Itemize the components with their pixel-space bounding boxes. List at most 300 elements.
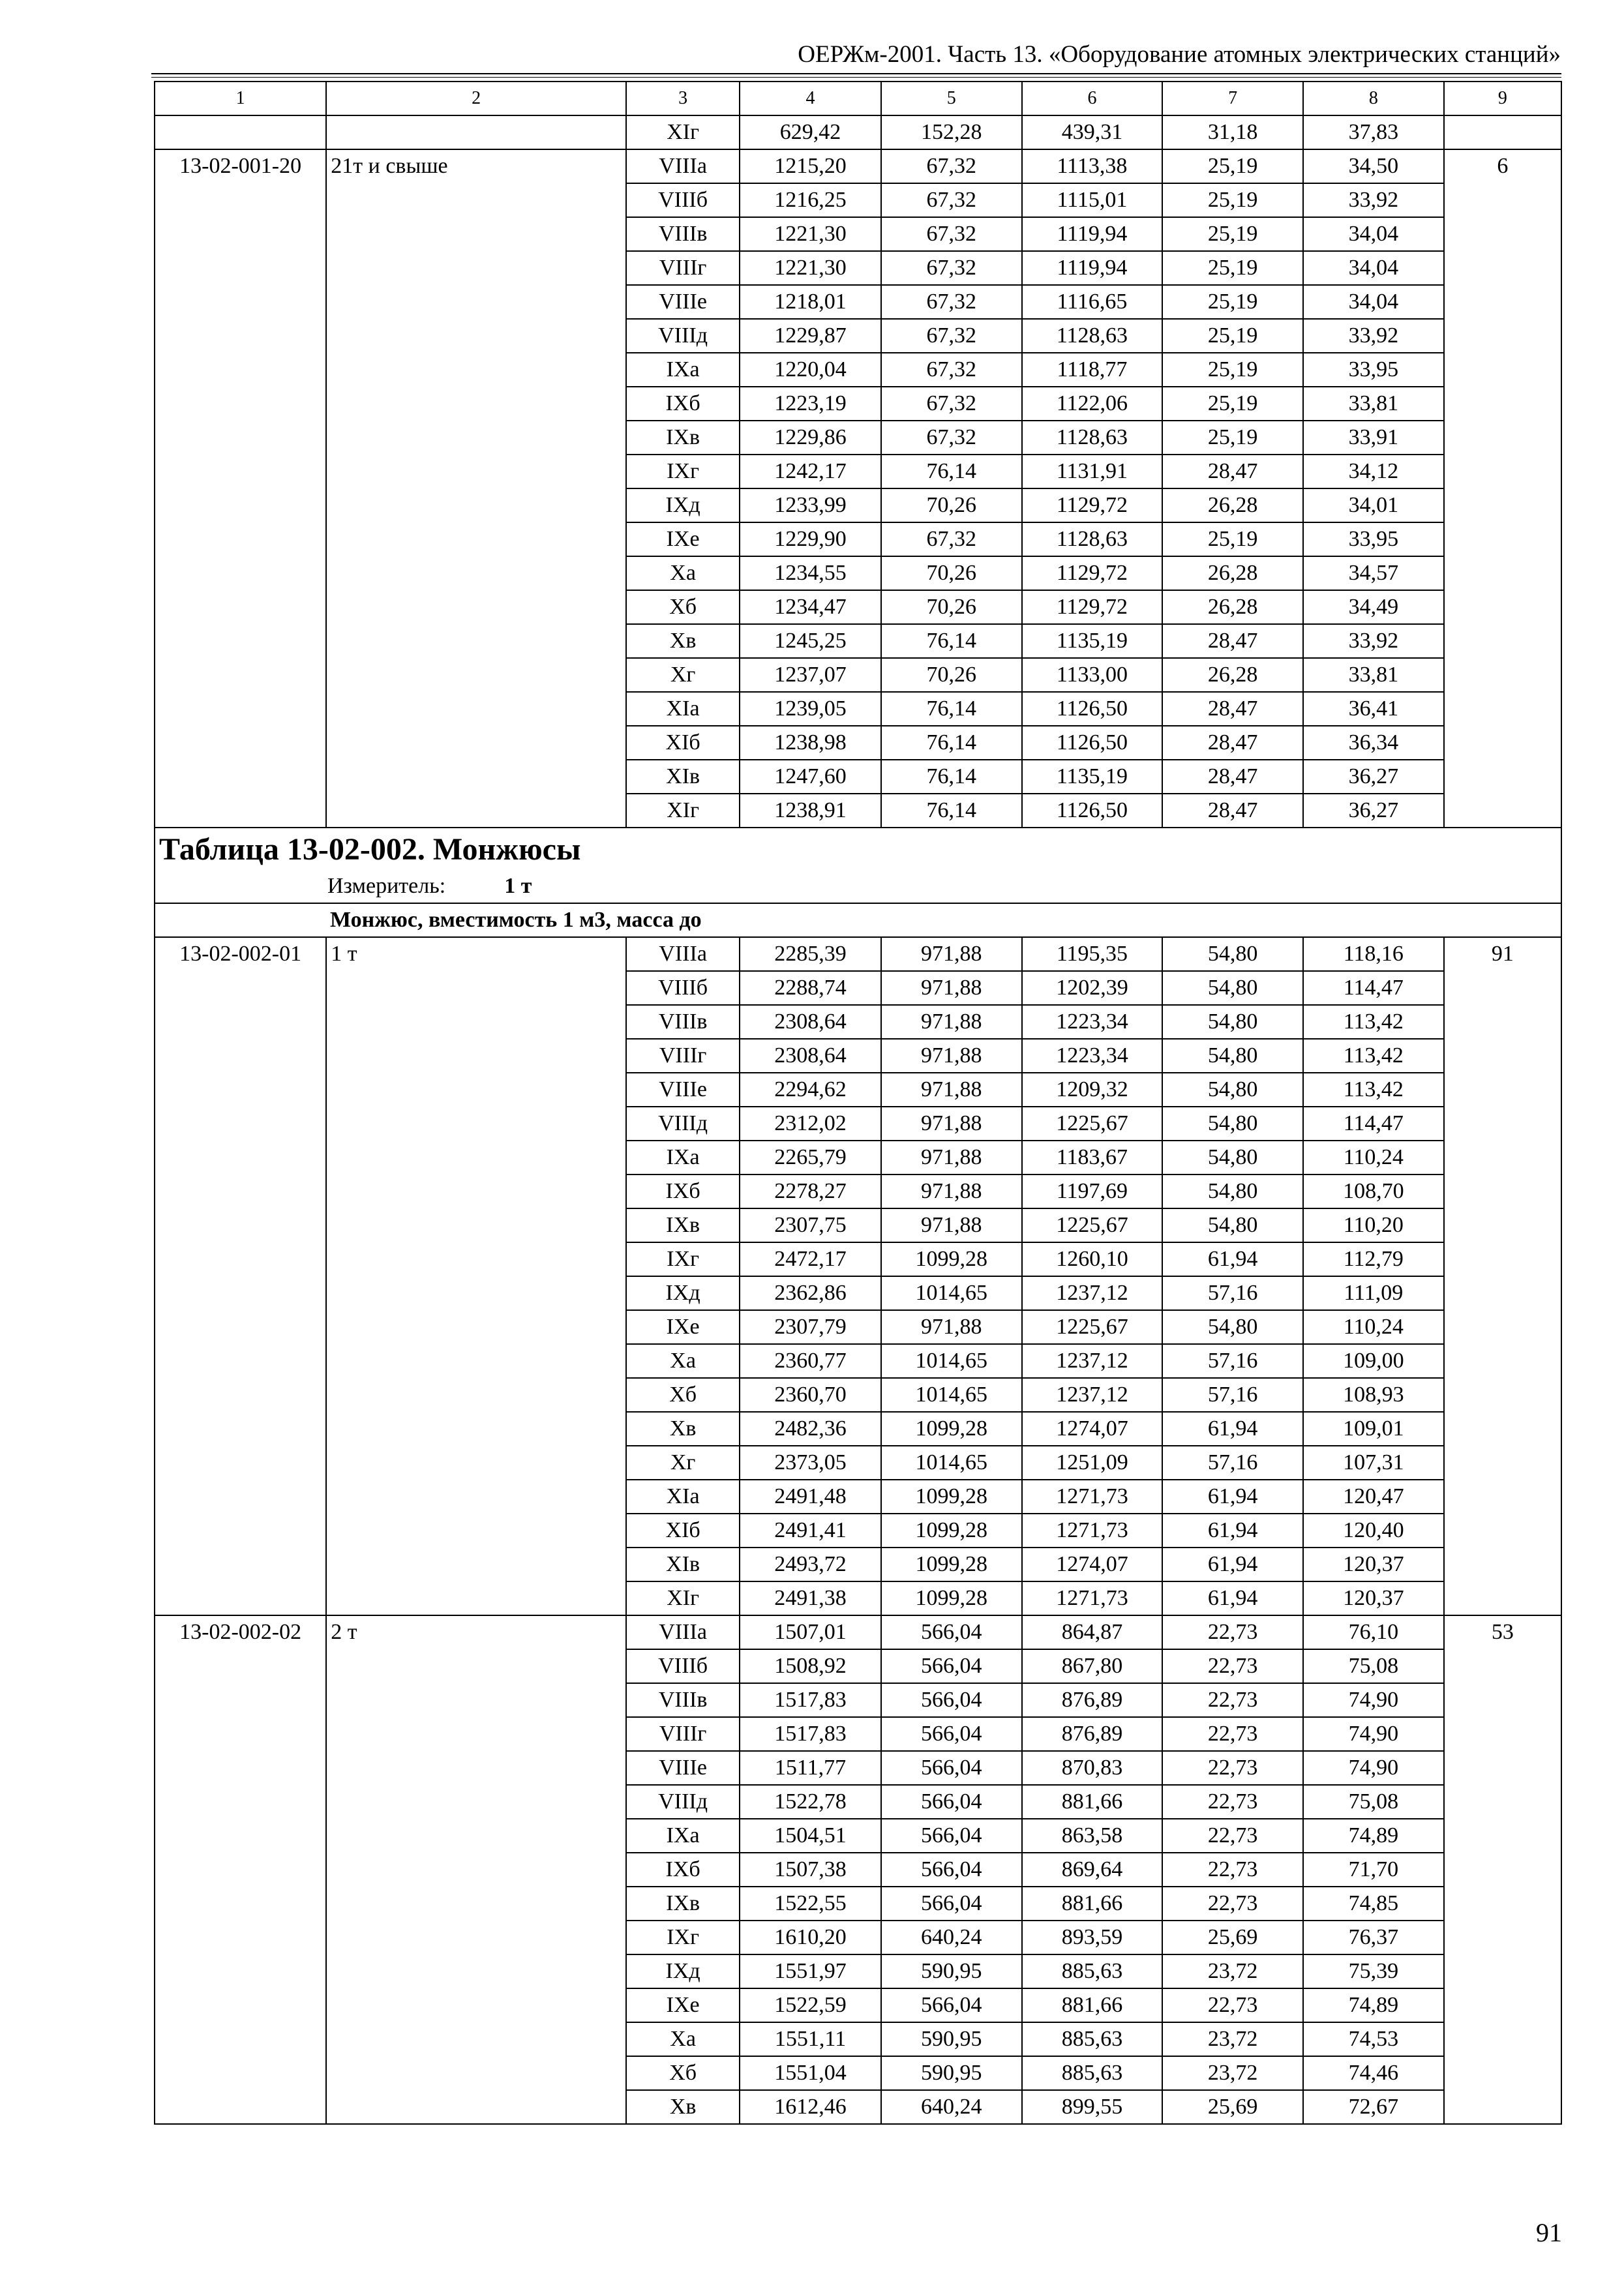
value-cell: 113,42 xyxy=(1303,1005,1444,1039)
column-number: 3 xyxy=(626,82,740,115)
value-cell: 1099,28 xyxy=(881,1480,1022,1514)
value-cell: 1234,47 xyxy=(740,590,881,624)
value-cell: 971,88 xyxy=(881,971,1022,1005)
value-cell: 1129,72 xyxy=(1022,556,1163,590)
value-cell: 114,47 xyxy=(1303,1107,1444,1141)
value-cell: 2307,79 xyxy=(740,1310,881,1344)
value-cell: 23,72 xyxy=(1162,1954,1303,1988)
value-cell: 1195,35 xyxy=(1022,937,1163,971)
value-cell: 1135,19 xyxy=(1022,760,1163,794)
value-cell: 33,91 xyxy=(1303,421,1444,455)
value-cell: 25,19 xyxy=(1162,353,1303,387)
value-cell: 566,04 xyxy=(881,1887,1022,1921)
value-cell: 25,19 xyxy=(1162,183,1303,217)
zone-cell: IXе xyxy=(626,522,740,556)
value-cell: 1522,78 xyxy=(740,1785,881,1819)
value-cell: 28,47 xyxy=(1162,760,1303,794)
value-cell: 67,32 xyxy=(881,522,1022,556)
value-cell: 1242,17 xyxy=(740,455,881,488)
value-cell: 1229,87 xyxy=(740,319,881,353)
value-cell: 566,04 xyxy=(881,1683,1022,1717)
value-cell: 1223,19 xyxy=(740,387,881,421)
name-cell xyxy=(326,115,626,149)
value-cell: 2472,17 xyxy=(740,1242,881,1276)
value-cell: 1215,20 xyxy=(740,149,881,183)
value-cell: 870,83 xyxy=(1022,1751,1163,1785)
value-cell: 566,04 xyxy=(881,1785,1022,1819)
value-cell: 1274,07 xyxy=(1022,1412,1163,1446)
value-cell: 1128,63 xyxy=(1022,522,1163,556)
value-cell: 120,37 xyxy=(1303,1581,1444,1615)
value-cell: 25,19 xyxy=(1162,251,1303,285)
zone-cell: Xб xyxy=(626,590,740,624)
value-cell: 67,32 xyxy=(881,217,1022,251)
value-cell: 1216,25 xyxy=(740,183,881,217)
value-cell: 1234,55 xyxy=(740,556,881,590)
zone-cell: VIIIа xyxy=(626,937,740,971)
value-cell: 54,80 xyxy=(1162,1107,1303,1141)
value-cell: 33,92 xyxy=(1303,624,1444,658)
value-cell: 971,88 xyxy=(881,1073,1022,1107)
value-cell: 2307,75 xyxy=(740,1208,881,1242)
zone-cell: XIг xyxy=(626,794,740,828)
value-cell: 2285,39 xyxy=(740,937,881,971)
value-cell: 76,14 xyxy=(881,692,1022,726)
value-cell: 109,00 xyxy=(1303,1344,1444,1378)
value-cell: 109,01 xyxy=(1303,1412,1444,1446)
value-cell: 971,88 xyxy=(881,1141,1022,1174)
zone-cell: IXг xyxy=(626,455,740,488)
value-cell: 1197,69 xyxy=(1022,1174,1163,1208)
zone-cell: VIIIд xyxy=(626,319,740,353)
value-cell: 1238,91 xyxy=(740,794,881,828)
value-cell: 54,80 xyxy=(1162,1005,1303,1039)
zone-cell: Xб xyxy=(626,1378,740,1412)
value-cell: 1551,11 xyxy=(740,2022,881,2056)
value-cell: 76,14 xyxy=(881,760,1022,794)
value-cell: 899,55 xyxy=(1022,2090,1163,2124)
value-cell: 1245,25 xyxy=(740,624,881,658)
value-cell: 22,73 xyxy=(1162,1819,1303,1853)
value-cell: 33,92 xyxy=(1303,319,1444,353)
value-cell: 34,49 xyxy=(1303,590,1444,624)
value-cell: 33,92 xyxy=(1303,183,1444,217)
zone-cell: Xв xyxy=(626,624,740,658)
value-cell: 31,18 xyxy=(1162,115,1303,149)
value-cell: 1260,10 xyxy=(1022,1242,1163,1276)
zone-cell: VIIIе xyxy=(626,1073,740,1107)
zone-cell: IXа xyxy=(626,1819,740,1853)
value-cell: 67,32 xyxy=(881,353,1022,387)
value-cell: 25,19 xyxy=(1162,319,1303,353)
value-cell: 1522,59 xyxy=(740,1988,881,2022)
zone-cell: IXв xyxy=(626,1208,740,1242)
value-cell: 34,01 xyxy=(1303,488,1444,522)
value-cell: 152,28 xyxy=(881,115,1022,149)
value-cell: 566,04 xyxy=(881,1751,1022,1785)
value-cell: 971,88 xyxy=(881,1208,1022,1242)
value-cell: 1511,77 xyxy=(740,1751,881,1785)
value-cell: 111,09 xyxy=(1303,1276,1444,1310)
value-cell: 1239,05 xyxy=(740,692,881,726)
value-cell: 1099,28 xyxy=(881,1412,1022,1446)
value-cell: 22,73 xyxy=(1162,1887,1303,1921)
zone-cell: VIIIв xyxy=(626,1683,740,1717)
value-cell: 74,90 xyxy=(1303,1683,1444,1717)
zone-cell: IXд xyxy=(626,488,740,522)
value-cell: 1238,98 xyxy=(740,726,881,760)
value-cell: 61,94 xyxy=(1162,1480,1303,1514)
value-cell: 34,04 xyxy=(1303,217,1444,251)
value-cell: 2265,79 xyxy=(740,1141,881,1174)
value-cell: 61,94 xyxy=(1162,1412,1303,1446)
value-cell: 74,89 xyxy=(1303,1819,1444,1853)
value-cell: 74,46 xyxy=(1303,2056,1444,2090)
code-cell xyxy=(155,115,326,149)
zone-cell: Xа xyxy=(626,556,740,590)
value-cell: 67,32 xyxy=(881,251,1022,285)
zone-cell: IXв xyxy=(626,1887,740,1921)
value-cell: 34,04 xyxy=(1303,285,1444,319)
value-cell: 869,64 xyxy=(1022,1853,1163,1887)
value-cell: 1551,97 xyxy=(740,1954,881,1988)
value-cell: 1128,63 xyxy=(1022,319,1163,353)
value-cell: 1014,65 xyxy=(881,1378,1022,1412)
value-cell: 22,73 xyxy=(1162,1717,1303,1751)
zone-cell: IXг xyxy=(626,1921,740,1954)
value-cell: 74,85 xyxy=(1303,1887,1444,1921)
value-cell: 2493,72 xyxy=(740,1548,881,1581)
value-cell: 1126,50 xyxy=(1022,692,1163,726)
rate-name: 2 т xyxy=(326,1615,626,2124)
zone-cell: VIIIг xyxy=(626,251,740,285)
table-row xyxy=(155,115,1561,149)
value-cell: 28,47 xyxy=(1162,726,1303,760)
value-cell: 1247,60 xyxy=(740,760,881,794)
value-cell: 1551,04 xyxy=(740,2056,881,2090)
value-cell: 61,94 xyxy=(1162,1548,1303,1581)
value-cell: 1126,50 xyxy=(1022,794,1163,828)
value-cell: 2491,38 xyxy=(740,1581,881,1615)
column-number: 4 xyxy=(740,82,881,115)
value-cell: 1118,77 xyxy=(1022,353,1163,387)
value-cell: 34,50 xyxy=(1303,149,1444,183)
value-cell: 881,66 xyxy=(1022,1988,1163,2022)
value-cell: 33,81 xyxy=(1303,658,1444,692)
value-cell: 74,53 xyxy=(1303,2022,1444,2056)
measure-label: Измеритель: xyxy=(327,874,446,898)
value-cell: 2308,64 xyxy=(740,1005,881,1039)
value-cell: 2312,02 xyxy=(740,1107,881,1141)
value-cell: 36,27 xyxy=(1303,760,1444,794)
value-cell: 2360,77 xyxy=(740,1344,881,1378)
zone-cell: VIIIе xyxy=(626,285,740,319)
value-cell: 566,04 xyxy=(881,1649,1022,1683)
value-cell: 25,19 xyxy=(1162,285,1303,319)
value-cell: 629,42 xyxy=(740,115,881,149)
value-cell: 26,28 xyxy=(1162,658,1303,692)
value-cell: 107,31 xyxy=(1303,1446,1444,1480)
value-cell: 1115,01 xyxy=(1022,183,1163,217)
column-number-row xyxy=(155,82,1561,115)
value-cell: 76,10 xyxy=(1303,1615,1444,1649)
value-cell: 1099,28 xyxy=(881,1242,1022,1276)
column-number: 7 xyxy=(1162,82,1303,115)
value-cell: 876,89 xyxy=(1022,1683,1163,1717)
value-cell: 112,79 xyxy=(1303,1242,1444,1276)
page-number: 91 xyxy=(1536,2218,1562,2247)
value-cell: 863,58 xyxy=(1022,1819,1163,1853)
zone-cell: IXа xyxy=(626,353,740,387)
zone-cell: IXб xyxy=(626,1174,740,1208)
value-cell: 1271,73 xyxy=(1022,1480,1163,1514)
value-cell: 34,12 xyxy=(1303,455,1444,488)
value-cell: 1229,90 xyxy=(740,522,881,556)
value-cell: 57,16 xyxy=(1162,1378,1303,1412)
value-cell: 2278,27 xyxy=(740,1174,881,1208)
value-cell: 2288,74 xyxy=(740,971,881,1005)
value-cell: 57,16 xyxy=(1162,1446,1303,1480)
page-header-title: ОЕРЖм-2001. Часть 13. «Оборудование атомных электрических станций» xyxy=(798,41,1561,68)
rates-table xyxy=(154,81,1562,2125)
value-cell: 971,88 xyxy=(881,1005,1022,1039)
value-cell: 36,41 xyxy=(1303,692,1444,726)
value-cell: 23,72 xyxy=(1162,2022,1303,2056)
value-cell: 439,31 xyxy=(1022,115,1163,149)
column-number: 2 xyxy=(326,82,626,115)
value-cell: 61,94 xyxy=(1162,1514,1303,1548)
value-cell: 74,89 xyxy=(1303,1988,1444,2022)
value-cell: 108,93 xyxy=(1303,1378,1444,1412)
zone-cell: Xг xyxy=(626,1446,740,1480)
value-cell: 1119,94 xyxy=(1022,217,1163,251)
value-cell: 566,04 xyxy=(881,1819,1022,1853)
value-cell: 1119,94 xyxy=(1022,251,1163,285)
zone-cell: VIIIб xyxy=(626,1649,740,1683)
value-cell: 1237,12 xyxy=(1022,1276,1163,1310)
value-cell: 1099,28 xyxy=(881,1548,1022,1581)
value-cell: 1504,51 xyxy=(740,1819,881,1853)
value-cell: 34,57 xyxy=(1303,556,1444,590)
value-cell: 25,19 xyxy=(1162,421,1303,455)
value-cell: 1237,12 xyxy=(1022,1344,1163,1378)
zone-cell: VIIIб xyxy=(626,971,740,1005)
value-cell: 1113,38 xyxy=(1022,149,1163,183)
zone-cell: Xв xyxy=(626,1412,740,1446)
value-cell: 22,73 xyxy=(1162,1615,1303,1649)
zone-cell: IXб xyxy=(626,387,740,421)
value-cell: 33,81 xyxy=(1303,387,1444,421)
value-cell: 57,16 xyxy=(1162,1276,1303,1310)
col9-value: 53 xyxy=(1444,1615,1561,2124)
value-cell: 25,19 xyxy=(1162,522,1303,556)
value-cell: 1612,46 xyxy=(740,2090,881,2124)
rate-code: 13-02-002-01 xyxy=(155,937,326,1615)
value-cell: 120,47 xyxy=(1303,1480,1444,1514)
value-cell: 25,19 xyxy=(1162,149,1303,183)
value-cell: 1223,34 xyxy=(1022,1005,1163,1039)
value-cell: 1508,92 xyxy=(740,1649,881,1683)
column-number: 5 xyxy=(881,82,1022,115)
value-cell: 26,28 xyxy=(1162,556,1303,590)
rate-name: 21т и свыше xyxy=(326,149,626,828)
value-cell: 120,40 xyxy=(1303,1514,1444,1548)
zone-cell: Xа xyxy=(626,2022,740,2056)
value-cell: 566,04 xyxy=(881,1615,1022,1649)
zone-cell: Xа xyxy=(626,1344,740,1378)
value-cell: 2294,62 xyxy=(740,1073,881,1107)
zone-cell: XIа xyxy=(626,1480,740,1514)
value-cell: 22,73 xyxy=(1162,1683,1303,1717)
value-cell: 61,94 xyxy=(1162,1581,1303,1615)
value-cell: 70,26 xyxy=(881,658,1022,692)
value-cell: 971,88 xyxy=(881,1039,1022,1073)
zone-cell: VIIIб xyxy=(626,183,740,217)
value-cell: 1271,73 xyxy=(1022,1581,1163,1615)
rate-name: 1 т xyxy=(326,937,626,1615)
zone-cell: Xб xyxy=(626,2056,740,2090)
value-cell: 1126,50 xyxy=(1022,726,1163,760)
zone-cell: IXе xyxy=(626,1310,740,1344)
value-cell: 1133,00 xyxy=(1022,658,1163,692)
value-cell: 54,80 xyxy=(1162,1208,1303,1242)
value-cell: 1610,20 xyxy=(740,1921,881,1954)
value-cell: 28,47 xyxy=(1162,455,1303,488)
value-cell: 1517,83 xyxy=(740,1683,881,1717)
value-cell: 881,66 xyxy=(1022,1887,1163,1921)
value-cell: 76,14 xyxy=(881,455,1022,488)
value-cell: 108,70 xyxy=(1303,1174,1444,1208)
value-cell: 1183,67 xyxy=(1022,1141,1163,1174)
value-cell: 54,80 xyxy=(1162,937,1303,971)
value-cell: 25,69 xyxy=(1162,1921,1303,1954)
value-cell: 590,95 xyxy=(881,2022,1022,2056)
value-cell: 110,20 xyxy=(1303,1208,1444,1242)
value-cell: 70,26 xyxy=(881,556,1022,590)
zone-cell: Xг xyxy=(626,658,740,692)
value-cell: 1129,72 xyxy=(1022,488,1163,522)
value-cell: 22,73 xyxy=(1162,1785,1303,1819)
value-cell: 74,90 xyxy=(1303,1717,1444,1751)
zone-cell: VIIIв xyxy=(626,217,740,251)
value-cell: 885,63 xyxy=(1022,2022,1163,2056)
zone-cell: XIб xyxy=(626,1514,740,1548)
value-cell: 113,42 xyxy=(1303,1039,1444,1073)
value-cell: 67,32 xyxy=(881,285,1022,319)
value-cell: 566,04 xyxy=(881,1853,1022,1887)
value-cell: 22,73 xyxy=(1162,1853,1303,1887)
zone-cell: XIб xyxy=(626,726,740,760)
zone-cell: VIIIд xyxy=(626,1107,740,1141)
value-cell: 75,39 xyxy=(1303,1954,1444,1988)
table-row xyxy=(155,937,1561,971)
value-cell: 881,66 xyxy=(1022,1785,1163,1819)
value-cell: 566,04 xyxy=(881,1717,1022,1751)
value-cell: 640,24 xyxy=(881,1921,1022,1954)
value-cell: 1209,32 xyxy=(1022,1073,1163,1107)
value-cell: 1218,01 xyxy=(740,285,881,319)
zone-cell: IXв xyxy=(626,421,740,455)
table-row xyxy=(155,149,1561,183)
value-cell: 867,80 xyxy=(1022,1649,1163,1683)
zone-cell: VIIIе xyxy=(626,1751,740,1785)
zone-cell: XIв xyxy=(626,1548,740,1581)
rate-code: 13-02-002-02 xyxy=(155,1615,326,2124)
value-cell: 2360,70 xyxy=(740,1378,881,1412)
value-cell: 971,88 xyxy=(881,1310,1022,1344)
value-cell: 28,47 xyxy=(1162,624,1303,658)
value-cell: 1507,01 xyxy=(740,1615,881,1649)
value-cell: 76,37 xyxy=(1303,1921,1444,1954)
zone-cell: Xв xyxy=(626,2090,740,2124)
value-cell: 1122,06 xyxy=(1022,387,1163,421)
value-cell: 864,87 xyxy=(1022,1615,1163,1649)
zone-cell: XIа xyxy=(626,692,740,726)
rate-code: 13-02-001-20 xyxy=(155,149,326,828)
value-cell: 34,04 xyxy=(1303,251,1444,285)
value-cell: 120,37 xyxy=(1303,1548,1444,1581)
value-cell: 70,26 xyxy=(881,488,1022,522)
value-cell: 70,26 xyxy=(881,590,1022,624)
value-cell: 1522,55 xyxy=(740,1887,881,1921)
table-title: Таблица 13-02-002. Монжюсы xyxy=(159,832,581,867)
value-cell: 1223,34 xyxy=(1022,1039,1163,1073)
value-cell: 566,04 xyxy=(881,1988,1022,2022)
value-cell: 885,63 xyxy=(1022,1954,1163,1988)
value-cell: 1225,67 xyxy=(1022,1107,1163,1141)
value-cell: 114,47 xyxy=(1303,971,1444,1005)
value-cell: 36,27 xyxy=(1303,794,1444,828)
zone-cell: IXе xyxy=(626,1988,740,2022)
zone-cell: XIг xyxy=(626,1581,740,1615)
value-cell: 1237,12 xyxy=(1022,1378,1163,1412)
value-cell: 25,19 xyxy=(1162,387,1303,421)
value-cell: 76,14 xyxy=(881,794,1022,828)
value-cell: 74,90 xyxy=(1303,1751,1444,1785)
value-cell: 54,80 xyxy=(1162,1310,1303,1344)
value-cell: 2373,05 xyxy=(740,1446,881,1480)
value-cell: 37,83 xyxy=(1303,115,1444,149)
col9-value: 6 xyxy=(1444,149,1561,828)
value-cell: 76,14 xyxy=(881,726,1022,760)
value-cell: 72,67 xyxy=(1303,2090,1444,2124)
column-number: 9 xyxy=(1444,82,1561,115)
value-cell: 971,88 xyxy=(881,1174,1022,1208)
zone-cell: VIIIв xyxy=(626,1005,740,1039)
value-cell: 54,80 xyxy=(1162,1039,1303,1073)
value-cell: 1014,65 xyxy=(881,1446,1022,1480)
header-rule-thin xyxy=(151,77,1561,78)
value-cell: 28,47 xyxy=(1162,692,1303,726)
zone-cell: VIIIг xyxy=(626,1717,740,1751)
value-cell: 1221,30 xyxy=(740,217,881,251)
value-cell: 36,34 xyxy=(1303,726,1444,760)
value-cell: 33,95 xyxy=(1303,353,1444,387)
zone-cell: VIIIа xyxy=(626,1615,740,1649)
measure-value: 1 т xyxy=(504,874,532,898)
value-cell: 22,73 xyxy=(1162,1649,1303,1683)
value-cell: 23,72 xyxy=(1162,2056,1303,2090)
column-number: 1 xyxy=(155,82,326,115)
value-cell: 1237,07 xyxy=(740,658,881,692)
zone-cell: IXг xyxy=(626,1242,740,1276)
measure-line xyxy=(327,870,1557,903)
value-cell: 1225,67 xyxy=(1022,1208,1163,1242)
value-cell: 67,32 xyxy=(881,387,1022,421)
zone-cell: IXб xyxy=(626,1853,740,1887)
value-cell: 1274,07 xyxy=(1022,1548,1163,1581)
col9-cell xyxy=(1444,115,1561,149)
